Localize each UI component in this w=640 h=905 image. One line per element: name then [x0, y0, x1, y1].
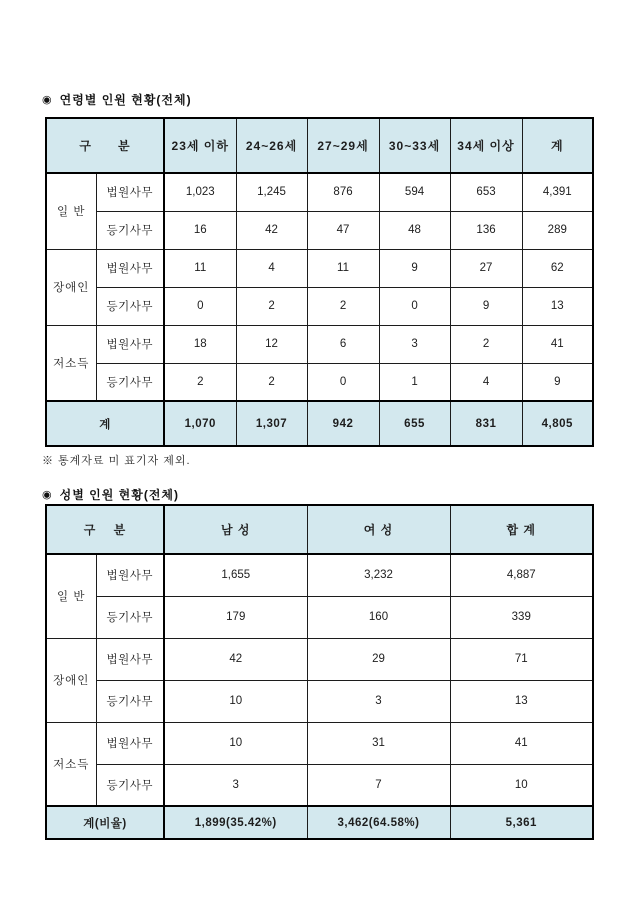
subcategory-cell: 법원사무 — [96, 638, 164, 680]
table-cell: 1,899(35.42%) — [164, 806, 307, 839]
column-header-male: 남 성 — [164, 505, 307, 554]
total-row — [46, 806, 593, 839]
table-cell: 2 — [307, 287, 379, 325]
table-cell: 0 — [379, 287, 450, 325]
table-row — [46, 596, 593, 638]
age-distribution-table — [45, 117, 594, 447]
table-row — [46, 363, 593, 401]
column-header-age-under23: 23세 이하 — [164, 118, 236, 173]
table-cell: 2 — [164, 363, 236, 401]
table-cell: 2 — [236, 363, 307, 401]
section2-title-text: 성별 인원 현황(전체) — [59, 488, 180, 502]
table-cell: 5,361 — [450, 806, 593, 839]
table-cell: 62 — [522, 249, 593, 287]
table-cell: 160 — [307, 596, 450, 638]
table-cell: 29 — [307, 638, 450, 680]
table-cell: 18 — [164, 325, 236, 363]
table-cell: 10 — [450, 764, 593, 806]
table-row — [46, 249, 593, 287]
table-cell: 9 — [379, 249, 450, 287]
table-row — [46, 287, 593, 325]
subcategory-cell: 법원사무 — [96, 722, 164, 764]
table-cell: 0 — [307, 363, 379, 401]
table-cell: 653 — [450, 173, 522, 211]
column-header-gubun: 구 분 — [46, 118, 164, 173]
table-cell: 3 — [379, 325, 450, 363]
table-cell: 71 — [450, 638, 593, 680]
table-cell: 16 — [164, 211, 236, 249]
table1-footnote: ※ 통계자료 미 표기자 제외. — [42, 455, 191, 467]
table-row — [46, 211, 593, 249]
table-cell: 136 — [450, 211, 522, 249]
table-cell: 0 — [164, 287, 236, 325]
table-cell: 4,391 — [522, 173, 593, 211]
subcategory-cell: 법원사무 — [96, 249, 164, 287]
table-cell: 47 — [307, 211, 379, 249]
table-row — [46, 638, 593, 680]
column-header-age-24-26: 24~26세 — [236, 118, 307, 173]
table-cell: 48 — [379, 211, 450, 249]
subcategory-cell: 등기사무 — [96, 680, 164, 722]
subcategory-cell: 등기사무 — [96, 211, 164, 249]
table-cell: 3 — [307, 680, 450, 722]
group-label-cell: 장애인 — [46, 249, 96, 325]
table-cell: 4 — [450, 363, 522, 401]
subcategory-cell: 등기사무 — [96, 363, 164, 401]
table-cell: 11 — [307, 249, 379, 287]
table-cell: 339 — [450, 596, 593, 638]
table-cell: 7 — [307, 764, 450, 806]
table-cell: 831 — [450, 401, 522, 446]
table-row — [46, 764, 593, 806]
table-row — [46, 680, 593, 722]
subcategory-cell: 등기사무 — [96, 287, 164, 325]
fisheye-bullet-icon: ◉ — [42, 94, 53, 106]
table-cell: 1,307 — [236, 401, 307, 446]
table-cell: 9 — [522, 363, 593, 401]
table-cell: 11 — [164, 249, 236, 287]
total-row — [46, 401, 593, 446]
table-cell: 10 — [164, 722, 307, 764]
table-cell: 27 — [450, 249, 522, 287]
table-cell: 3 — [164, 764, 307, 806]
group-label-cell: 저소득 — [46, 325, 96, 401]
table-cell: 3,232 — [307, 554, 450, 596]
section1-title-text: 연령별 인원 현황(전체) — [59, 93, 192, 107]
table-cell: 42 — [236, 211, 307, 249]
table-cell: 10 — [164, 680, 307, 722]
total-label-cell: 계 — [46, 401, 164, 446]
group-label-cell: 일 반 — [46, 173, 96, 249]
table-cell: 13 — [450, 680, 593, 722]
column-header-age-over34: 34세 이상 — [450, 118, 522, 173]
gender-distribution-table — [45, 504, 594, 840]
column-header-total: 계 — [522, 118, 593, 173]
fisheye-bullet-icon: ◉ — [42, 489, 53, 501]
subcategory-cell: 법원사무 — [96, 173, 164, 211]
table-cell: 41 — [450, 722, 593, 764]
table-cell: 179 — [164, 596, 307, 638]
group-label-cell: 저소득 — [46, 722, 96, 806]
subcategory-cell: 법원사무 — [96, 325, 164, 363]
column-header-gubun: 구 분 — [46, 505, 164, 554]
table-row — [46, 173, 593, 211]
subcategory-cell: 등기사무 — [96, 596, 164, 638]
table-cell: 41 — [522, 325, 593, 363]
table-cell: 1,655 — [164, 554, 307, 596]
total-label-cell: 계(비율) — [46, 806, 164, 839]
table-cell: 1,245 — [236, 173, 307, 211]
table-cell: 1,023 — [164, 173, 236, 211]
table-row — [46, 325, 593, 363]
table-cell: 289 — [522, 211, 593, 249]
table-cell: 4,805 — [522, 401, 593, 446]
table-cell: 655 — [379, 401, 450, 446]
table-cell: 4 — [236, 249, 307, 287]
table-cell: 42 — [164, 638, 307, 680]
section1-title — [42, 91, 192, 108]
table-cell: 31 — [307, 722, 450, 764]
table-cell: 1 — [379, 363, 450, 401]
column-header-female: 여 성 — [307, 505, 450, 554]
column-header-age-30-33: 30~33세 — [379, 118, 450, 173]
table-row — [46, 722, 593, 764]
group-label-cell: 일 반 — [46, 554, 96, 638]
table-row — [46, 554, 593, 596]
table-cell: 13 — [522, 287, 593, 325]
table-cell: 2 — [450, 325, 522, 363]
column-header-total: 합 계 — [450, 505, 593, 554]
section2-title — [42, 486, 179, 503]
group-label-cell: 장애인 — [46, 638, 96, 722]
column-header-age-27-29: 27~29세 — [307, 118, 379, 173]
table-cell: 594 — [379, 173, 450, 211]
table-cell: 4,887 — [450, 554, 593, 596]
table-cell: 3,462(64.58%) — [307, 806, 450, 839]
table-cell: 9 — [450, 287, 522, 325]
table-cell: 2 — [236, 287, 307, 325]
table-cell: 876 — [307, 173, 379, 211]
table-cell: 942 — [307, 401, 379, 446]
table-cell: 12 — [236, 325, 307, 363]
table-cell: 1,070 — [164, 401, 236, 446]
table-cell: 6 — [307, 325, 379, 363]
subcategory-cell: 등기사무 — [96, 764, 164, 806]
subcategory-cell: 법원사무 — [96, 554, 164, 596]
